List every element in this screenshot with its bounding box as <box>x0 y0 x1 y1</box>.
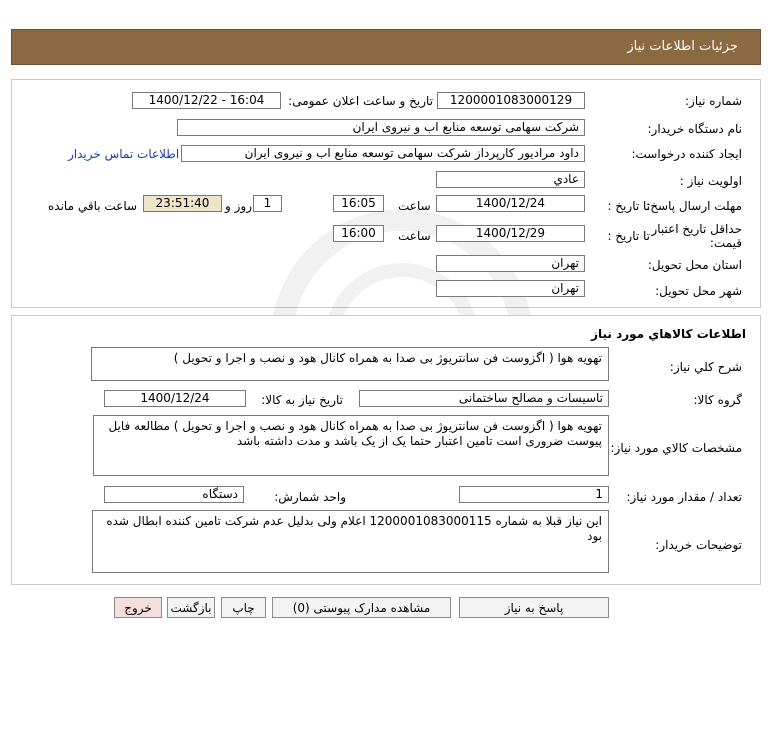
attachments-button[interactable]: مشاهده مدارک پیوستی (0) <box>272 597 451 618</box>
remaining-time-field: 23:51:40 <box>143 195 222 212</box>
priority-field: عادي <box>436 171 585 188</box>
summary-field: تهویه هوا ( اگزوست فن سانتریوژ بی صدا به همراه کانال هود و نصب و اجرا و تحویل ) <box>91 347 609 381</box>
deadline-to-date-label: تا تاریخ : <box>607 199 650 213</box>
unit-field: دستگاه <box>104 486 244 503</box>
creator-label: ایجاد کننده درخواست: <box>631 147 742 161</box>
creator-field: داود مرادیور کارپرداز شرکت سهامی توسعه منابع اب و نیروی ایران <box>181 145 585 162</box>
announce-label: تاریخ و ساعت اعلان عمومی: <box>288 94 433 108</box>
buyer-notes-label: توضيحات خريدار: <box>655 538 742 552</box>
deadline-hour-label: ساعت <box>398 199 431 213</box>
validity-date-field: 1400/12/29 <box>436 225 585 242</box>
days-label: روز و <box>225 199 252 213</box>
group-label: گروه کالا: <box>693 393 742 407</box>
back-button[interactable]: بازگشت <box>167 597 215 618</box>
buyer-label: نام دستگاه خریدار: <box>647 122 742 136</box>
qty-label: تعداد / مقدار مورد نیاز: <box>626 490 742 504</box>
announce-field: 1400/12/22 - 16:04 <box>132 92 281 109</box>
buyer-field: شرکت سهامی توسعه منابع اب و نیروی ایران <box>177 119 585 136</box>
validity-label-2: قیمت: <box>709 236 742 250</box>
remaining-label: ساعت باقي مانده <box>48 199 138 213</box>
summary-label: شرح کلي نياز: <box>669 360 742 374</box>
print-button[interactable]: چاپ <box>221 597 266 618</box>
days-field: 1 <box>253 195 282 212</box>
exit-button[interactable]: خروج <box>114 597 162 618</box>
page-header <box>11 29 761 65</box>
reply-button[interactable]: پاسخ به نیاز <box>459 597 609 618</box>
validity-to-date-label: تا تاریخ : <box>607 229 650 243</box>
buyer-notes-field: این نیاز قبلا به شماره 1200001083000115 اعلام ولی بدلیل عدم شرکت تامین کننده ابطال شده بود <box>92 510 609 573</box>
validity-label-1: حداقل تاریخ اعتبار <box>651 222 742 236</box>
spec-field: تهویه هوا ( اگزوست فن سانتریوژ بی صدا به همراه کانال هود و نصب و اجرا و تحویل ) مطالعه فایل پیوست ضروری است تامین اعتبار حتما یک از یک باشد و مدت داشته باشد <box>93 415 609 476</box>
deadline-hour-field: 16:05 <box>333 195 384 212</box>
group-field: تاسیسات و مصالح ساختمانی <box>359 390 609 407</box>
goods-section-title: اطلاعات کالاهاي مورد نياز <box>591 327 746 341</box>
province-field: تهران <box>436 255 585 272</box>
validity-hour-label: ساعت <box>398 229 431 243</box>
deadline-label: مهلت ارسال پاسخ: <box>646 199 742 213</box>
need-number-field: 1200001083000129 <box>437 92 585 109</box>
validity-hour-field: 16:00 <box>333 225 384 242</box>
need-number-label: شماره نیاز: <box>685 94 742 108</box>
spec-label: مشخصات کالاي مورد نياز: <box>610 441 742 455</box>
unit-label: واحد شمارش: <box>274 490 346 504</box>
buyer-contact-link[interactable]: اطلاعات تماس خریدار <box>68 147 180 161</box>
priority-label: اولویت نیاز : <box>679 174 742 188</box>
general-info-panel <box>11 79 761 308</box>
need-date-field: 1400/12/24 <box>104 390 246 407</box>
deadline-date-field: 1400/12/24 <box>436 195 585 212</box>
need-date-label: تاریخ نیاز به کالا: <box>261 393 343 407</box>
qty-field: 1 <box>459 486 609 503</box>
province-label: استان محل تحویل: <box>647 258 742 272</box>
page-title: جزئیات اطلاعات نیاز <box>627 39 738 54</box>
city-label: شهر محل تحویل: <box>655 284 742 298</box>
city-field: تهران <box>436 280 585 297</box>
